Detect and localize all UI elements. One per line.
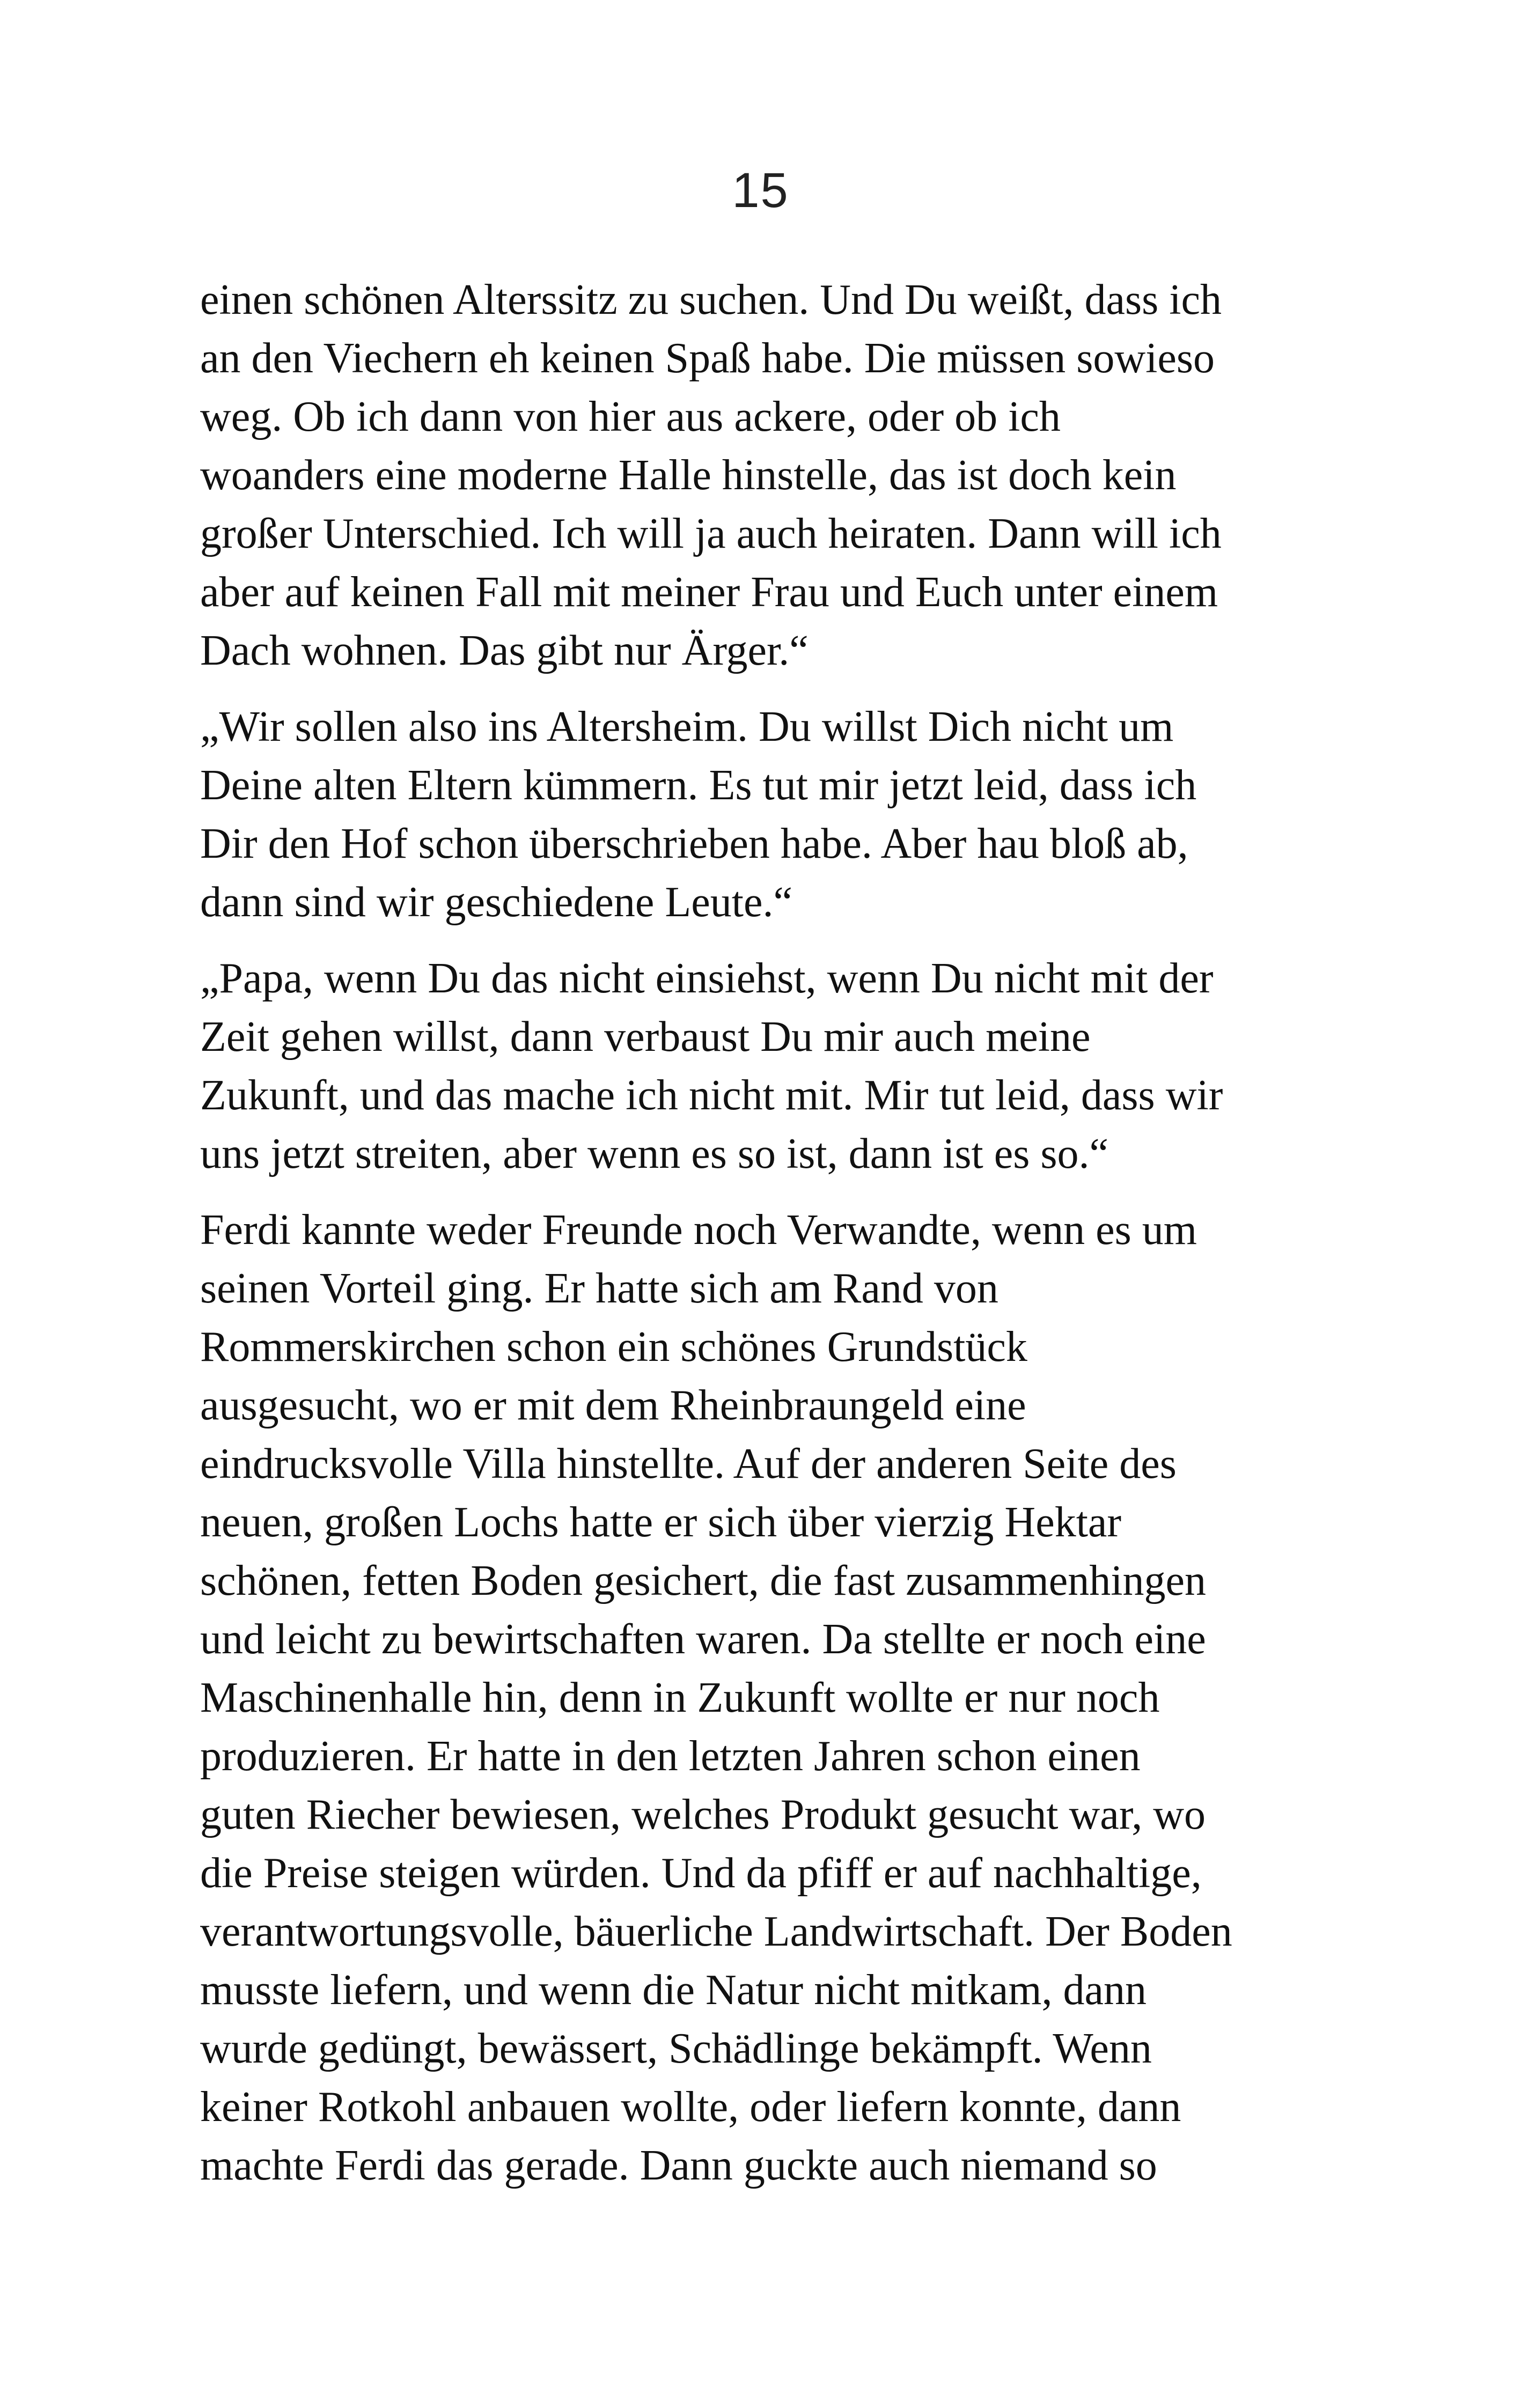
text-line: einen schönen Alterssitz zu suchen. Und Du weißt, dass ich <box>200 276 1222 323</box>
text-line: Dach wohnen. Das gibt nur Ärger.“ <box>200 627 809 674</box>
text-line: Ferdi kannte weder Freunde noch Verwandte, wenn es um <box>200 1206 1197 1254</box>
text-line: eindrucksvolle Villa hinstellte. Auf der anderen Seite des <box>200 1440 1177 1487</box>
text-line: Deine alten Eltern kümmern. Es tut mir jetzt leid, dass ich <box>200 762 1197 809</box>
text-line: Maschinenhalle hin, denn in Zukunft wollte er nur noch <box>200 1674 1160 1721</box>
text-line: wurde gedüngt, bewässert, Schädlinge bekämpft. Wenn <box>200 2025 1152 2072</box>
text-line: Dir den Hof schon überschrieben habe. Aber hau bloß ab, <box>200 820 1188 867</box>
text-line: Zukunft, und das mache ich nicht mit. Mir tut leid, dass wir <box>200 1072 1223 1119</box>
text-line: aber auf keinen Fall mit meiner Frau und Euch unter einem <box>200 569 1218 616</box>
paragraph-4 <box>200 1201 1402 2195</box>
paragraph-3 <box>200 949 1402 1183</box>
text-line: die Preise steigen würden. Und da pfiff er auf nachhaltige, <box>200 1850 1202 1897</box>
text-line: produzieren. Er hatte in den letzten Jahren schon einen <box>200 1733 1141 1780</box>
body-text <box>200 271 1402 2195</box>
text-line: woanders eine moderne Halle hinstelle, das ist doch kein <box>200 452 1177 499</box>
text-line: verantwortungsvolle, bäuerliche Landwirtschaft. Der Boden <box>200 1908 1232 1955</box>
text-line: uns jetzt streiten, aber wenn es so ist, dann ist es so.“ <box>200 1130 1108 1177</box>
text-line: großer Unterschied. Ich will ja auch heiraten. Dann will ich <box>200 510 1222 557</box>
text-line: seinen Vorteil ging. Er hatte sich am Rand von <box>200 1265 998 1312</box>
text-line: Rommerskirchen schon ein schönes Grundstück <box>200 1323 1027 1371</box>
text-line: weg. Ob ich dann von hier aus ackere, oder ob ich <box>200 393 1061 440</box>
text-line: neuen, großen Lochs hatte er sich über vierzig Hektar <box>200 1499 1122 1546</box>
text-line: schönen, fetten Boden gesichert, die fast zusammenhingen <box>200 1557 1206 1604</box>
text-line: musste liefern, und wenn die Natur nicht mitkam, dann <box>200 1967 1147 2014</box>
text-line: keiner Rotkohl anbauen wollte, oder liefern konnte, dann <box>200 2083 1181 2131</box>
text-line: „Wir sollen also ins Altersheim. Du willst Dich nicht um <box>200 703 1174 750</box>
page-number: 15 <box>732 163 789 218</box>
text-line: „Papa, wenn Du das nicht einsiehst, wenn Du nicht mit der <box>200 955 1214 1002</box>
text-line: ausgesucht, wo er mit dem Rheinbraungeld eine <box>200 1382 1026 1429</box>
paragraph-2 <box>200 698 1402 932</box>
text-line: an den Viechern eh keinen Spaß habe. Die müssen sowieso <box>200 335 1215 382</box>
text-line: und leicht zu bewirtschaften waren. Da stellte er noch eine <box>200 1616 1206 1663</box>
text-line: machte Ferdi das gerade. Dann guckte auch niemand so <box>200 2142 1157 2189</box>
text-line: guten Riecher bewiesen, welches Produkt gesucht war, wo <box>200 1791 1206 1838</box>
paragraph-1 <box>200 271 1402 680</box>
text-line: Zeit gehen willst, dann verbaust Du mir auch meine <box>200 1013 1091 1061</box>
text-line: dann sind wir geschiedene Leute.“ <box>200 879 793 926</box>
